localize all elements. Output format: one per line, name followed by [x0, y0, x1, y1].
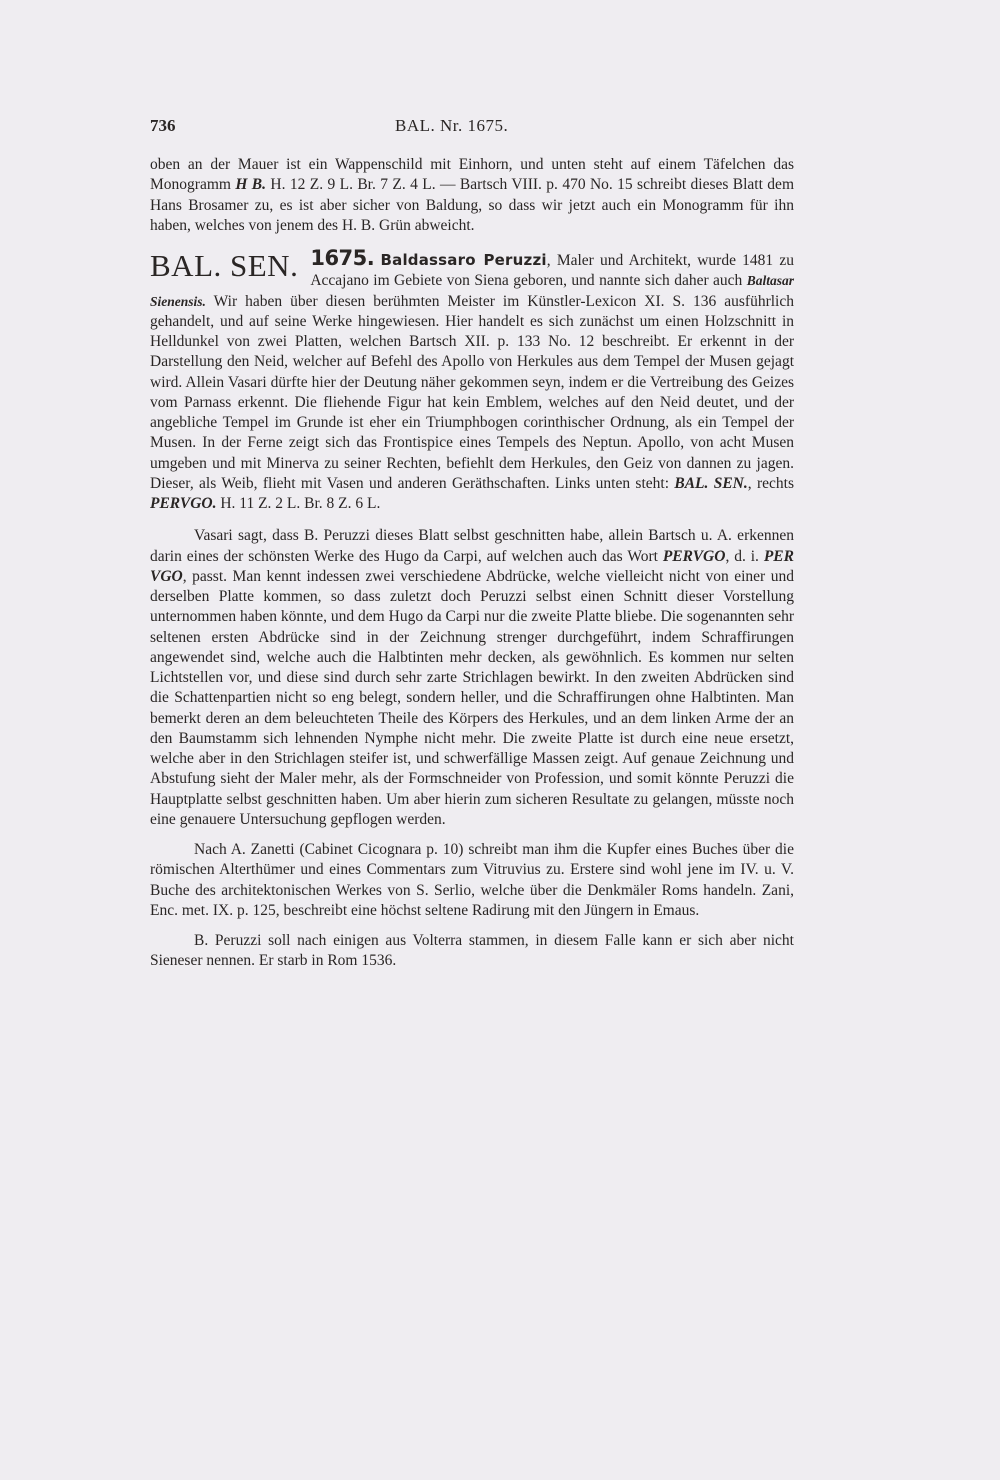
entry-text-4: H. 11 Z. 2 L. Br. 8 Z. 6 L.	[216, 495, 381, 512]
para2-word-pervgo: PERVGO	[662, 547, 726, 565]
paragraph-vasari	[150, 526, 794, 830]
body-text	[150, 155, 794, 982]
entry-text-1: , Maler und Architekt, wurde 1481 zu Accajano im Gebiete von Siena geboren, und nannte sich daher auch	[310, 252, 795, 290]
page-header	[150, 116, 790, 140]
entry-alias: Baltasar Sienensis.	[150, 273, 794, 309]
intro-paragraph	[150, 155, 794, 236]
intro-monogram: H B.	[235, 176, 266, 194]
entry-number: 1675.	[310, 246, 375, 270]
entry-inscription-right: PERVGO.	[150, 495, 217, 512]
entry-text-3: , rechts	[747, 474, 794, 492]
para2-text-1: Vasari sagt, dass B. Peruzzi dieses Blatt selbst geschnitten habe, allein Bartsch u. A. erkennen darin eines der schönsten Werke des Hugo da Carpi, auf welchen auch das Wort	[150, 527, 794, 565]
para2-text-3: , passt. Man kennt indessen zwei verschiedene Abdrücke, welche vielleicht nicht von einer und derselben Platte kommen, so dass zuletzt doch Peruzzi selbst einen Schnitt dieser Vorstellung unternommen haben könnte, und dem Hugo da Carpi nur die zweite Platte bliebe. Die sogenannten sehr seltenen ersten Abdrücke sind in der Zeichnung strenger durchgeführt, indem Schraffirungen angewendet sind, welche auch die Halbtinten mehr decken, als gewöhnlich. Es kommen nur selten Lichtstellen vor, und diese sind durch sehr zarte Strichlagen bewirkt. In den zweiten Abdrücken sind die Schattenpartien nicht so eng belegt, sondern heller, und die Schraffirungen ohne Halbtinten. Man bemerkt deren an dem beleuchteten Theile des Körpers des Herkules, und an dem linken Arme der an den Baumstamm sich lehnenden Nymphe nicht mehr. Die zweite Platte ist durch eine neue ersetzt, welche aber in den Strichlagen steifer ist, und schwerfällige Massen zeigt. Auf genaue Zeichnung und Abstufung sieht der Maler mehr, als der Formschneider von Profession, und somit könnte Peruzzi die Hauptplatte selbst geschnitten haben. Um aber hierin zum sicheren Resultate zu gelangen, müsste noch eine genauere Untersuchung gepflogen werden.	[150, 567, 794, 828]
paragraph-volterra: B. Peruzzi soll nach einigen aus Volterra stammen, in diesem Falle kann er sich aber nicht Sieneser nennen. Er starb in Rom 1536.	[150, 932, 794, 970]
intro-text-2: H. 12 Z. 9 L. Br. 7 Z. 4 L. — Bartsch VIII. p. 470 No. 15 schreibt dieses Blatt dem Hans Brosamer zu, es ist aber sicher von Baldung, so dass wir jetzt auch ein Monogramm für ihn haben, welches von jenem des H. B. Grün abweicht.	[150, 176, 794, 234]
running-head: BAL. Nr. 1675.	[395, 116, 509, 135]
entry-monogram: BAL. SEN.	[150, 248, 299, 283]
entry-text-2: Wir haben über diesen berühmten Meister im Künstler-Lexicon XI. S. 136 ausführlich gehandelt, und auf seine Werke hingewiesen. Hier handelt es sich zunächst um einen Holzschnitt in Helldunkel von zwei Platten, welchen Bartsch XII. p. 133 No. 12 beschreibt. Er erkennt in der Darstellung den Neid, welcher auf Befehl des Apollo von Herkules aus dem Tempel der Musen gejagt wird. Allein Vasari dürfte hier der Deutung näher gekommen seyn, indem er die Vertreibung des Geizes vom Parnass erkennt. Die fliehende Figur hat kein Emblem, welches auf den Neid deutet, und der angebliche Tempel im Grunde ist eher ein Triumphbogen corinthischer Ordnung, als ein Tempel der Musen. In der Ferne zeigt sich das Frontispice eines Tempels des Neptun. Apollo, von acht Musen umgeben und mit Minerva zu seiner Rechten, befiehlt dem Herkules, den Geiz von dannen zu jagen. Dieser, als Weib, flieht mit Vasen und anderen Geräthschaften. Links unten steht:	[150, 292, 794, 492]
paragraph-zanetti: Nach A. Zanetti (Cabinet Cicognara p. 10) schreibt man ihm die Kupfer eines Buches über die römischen Alterthümer und eines Commentars zum Vitruvius zu. Erstere sind wohl jene im IV. u. V. Buche des architektonischen Werkes von S. Serlio, welche über die Denkmäler Roms handeln. Zani, Enc. met. IX. p. 125, beschreibt eine höchst seltene Radirung mit den Jüngern in Emaus.	[150, 841, 794, 919]
entry-artist-name: Baldassaro Peruzzi	[380, 251, 547, 269]
intro-text-1: oben an der Mauer ist ein Wappenschild mit Einhorn, und unten steht auf einem Täfelchen das Monogramm	[150, 156, 794, 194]
entry-inscription-left: BAL. SEN.	[674, 474, 748, 492]
page-number: 736	[150, 116, 176, 135]
entry-1675	[150, 248, 794, 514]
para2-text-2: , d. i.	[725, 547, 764, 565]
para2-word-per-vgo: PER VGO	[150, 547, 794, 585]
